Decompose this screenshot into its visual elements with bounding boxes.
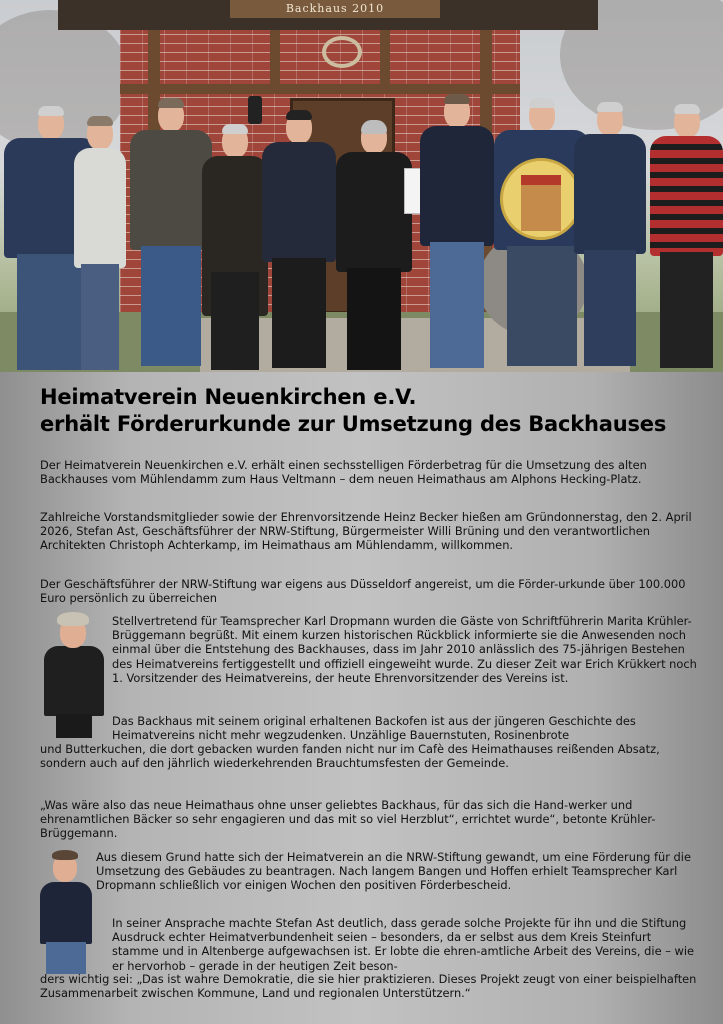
portrait-stefan-ast: [36, 846, 96, 974]
person: [574, 104, 646, 366]
pretzel-emblem-icon: [322, 36, 362, 68]
paragraph-5-start: Das Backhaus mit seinem original erhaltenen Backofen ist aus der jüngeren Geschichte des Heimatvereins nicht mehr wegzudenken. Unzählige Bauernstuten, Rosinenbrote: [112, 714, 636, 743]
paragraph-5-end: und Butterkuchen, die dort gebacken wurden fanden nicht nur im Cafè des Heimathauses reißenden Absatz, sondern auch auf den jährlich wiederkehrenden Brauchtumsfesten der Gemeinde.: [40, 742, 660, 771]
paragraph-8-end: ders wichtig sei: „Das ist wahre Demokratie, die sie hier praktizieren. Dieses Projekt zeugt von einer beispielhaften Zusammenarbeit zwischen Kommune, Land und regionalen Unterstützern.“: [40, 972, 697, 1001]
article: [0, 372, 723, 1024]
person: [650, 106, 723, 368]
wall-lamp-icon: [248, 96, 262, 124]
group-photo: [0, 0, 723, 372]
insect-hotel-icon: [521, 175, 561, 231]
headline-line-2: erhält Förderurkunde zur Umsetzung des Backhauses: [40, 412, 667, 436]
person: [262, 112, 336, 368]
person: [336, 122, 412, 370]
paragraph-7: Aus diesem Grund hatte sich der Heimatverein an die NRW-Stiftung gewandt, um eine Förderung für die Umsetzung des Gebäudes zu beantragen. Nach langem Bangen und Hoffen erhielt Teamsprecher Karl Dropmann schließlich vor einigen Wochen den positiven Förderbescheid.: [96, 850, 691, 893]
headline: [40, 384, 710, 438]
house-sign: Backhaus 2010: [230, 0, 440, 18]
person: [130, 100, 212, 366]
paragraph-1: Der Heimatverein Neuenkirchen e.V. erhält einen sechsstelligen Förderbetrag für die Umsetzung des alten Backhauses vom Mühlendamm zum Haus Veltmann – dem neuen Heimathaus am Alphons Hecking-Platz.: [40, 458, 647, 487]
headline-line-1: Heimatverein Neuenkirchen e.V.: [40, 385, 417, 409]
quote-paragraph: „Was wäre also das neue Heimathaus ohne unser geliebtes Backhaus, für das sich die Hand-werker und ehrenamtlichen Bäcker so sehr engagieren und das mit so viel Herzblut“, errichtet wurde“, betonte Krühler-Brüggemann.: [40, 798, 656, 841]
paragraph-3: Der Geschäftsführer der NRW-Stiftung war eigens aus Düsseldorf angereist, um die Förder-urkunde über 100.000 Euro persönlich zu überreichen: [40, 577, 686, 606]
award-plaque: [500, 158, 582, 240]
person: [420, 96, 494, 368]
paragraph-4: Stellvertretend für Teamsprecher Karl Dropmann wurden die Gäste von Schriftführerin Marita Krühler-Brüggemann begrüßt. Mit einem kurzen historischen Rückblick informierte sie die Anwesenden noch einmal über die Entstehung des Backhauses, dass im Jahr 2010 anlässlich des 75-jährigen Bestehen des Heimatvereins fertiggestellt und offiziell eingeweiht wurde. Zu dieser Zeit war Erich Krükkert noch 1. Vorsitzender des Heimatvereins, der heute Ehrenvorsitzender des Vereins ist.: [112, 614, 697, 685]
paragraph-8-start: In seiner Ansprache machte Stefan Ast deutlich, dass gerade solche Projekte für ihn und die Stiftung Ausdruck echter Heimatverbundenheit seien – besonders, da er selbst aus dem Kreis Steinfurt stamme und in Altenberge aufgewachsen ist. Er lobte die ehren-amtliche Arbeit des Vereins, die – wie er hervorhob – gerade in der heutigen Zeit beson-: [112, 916, 695, 973]
paragraph-2: Zahlreiche Vorstandsmitglieder sowie der Ehrenvorsitzende Heinz Becker hießen am Gründonnerstag, den 2. April 2026, Stefan Ast, Geschäftsführer der NRW-Stiftung, Bürgermeister Willi Brüning und den verantwortlichen Architekten Christoph Achterkamp, im Heimathaus am Mühlendamm, willkommen.: [40, 510, 692, 553]
person: [74, 118, 126, 370]
portrait-marita: [38, 608, 110, 738]
person: [202, 126, 268, 370]
